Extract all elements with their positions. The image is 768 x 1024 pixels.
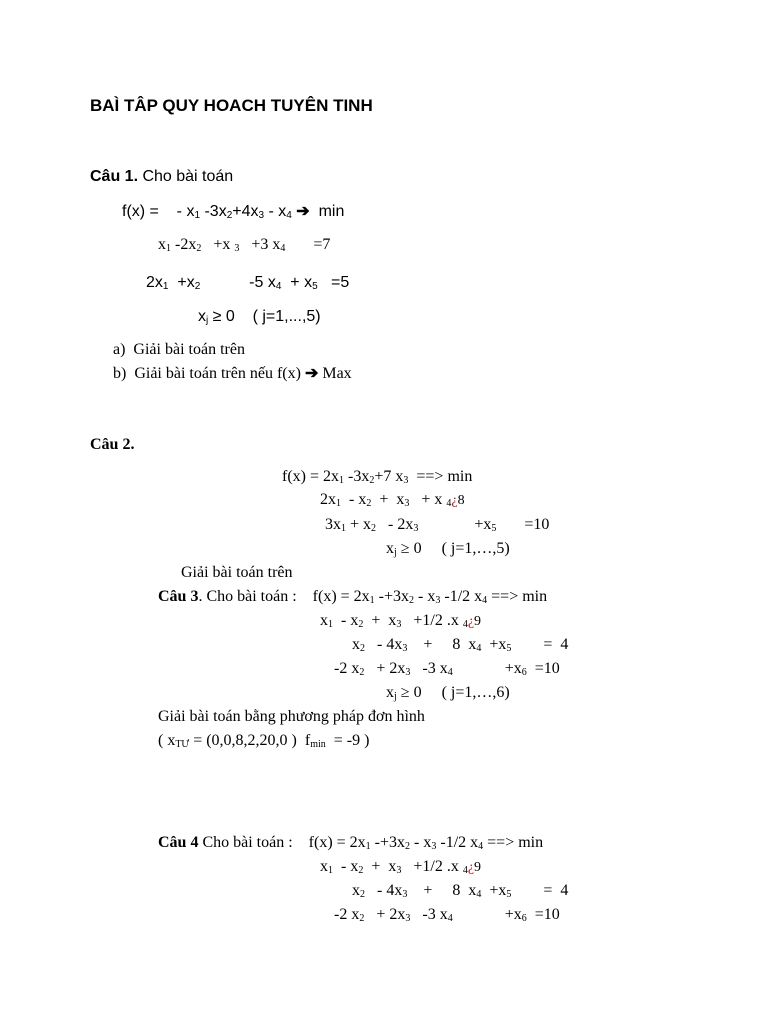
- term: x: [320, 858, 328, 875]
- term: ≥ 0 ( j=1,...,5): [208, 308, 321, 325]
- q1-f-term: min: [309, 203, 345, 220]
- term: Cho bài toán : f(x) = 2x: [198, 834, 366, 851]
- subscript: 2: [358, 865, 364, 876]
- term: - 2x: [376, 516, 414, 533]
- term: - 4x: [365, 882, 403, 899]
- term: . Cho bài toán : f(x) = 2x: [198, 588, 370, 605]
- subscript: 3: [403, 475, 409, 486]
- term: -2x: [171, 236, 197, 253]
- term: 2x: [146, 274, 163, 291]
- subscript: 5: [491, 523, 497, 534]
- subscript: 3: [431, 841, 437, 852]
- term: = -9 ): [325, 732, 370, 749]
- subscript: 3: [413, 523, 419, 534]
- term: +x: [201, 236, 235, 253]
- term: ==> min: [487, 588, 548, 605]
- term: + 2x: [364, 906, 406, 923]
- subscript: 1: [328, 865, 333, 876]
- q2-constraint-1: [320, 490, 465, 510]
- subscript: 2: [405, 841, 411, 852]
- term: ==> min: [408, 468, 473, 485]
- term: =10: [496, 516, 550, 533]
- subscript: 4: [447, 667, 453, 678]
- term: ≥ 0 ( j=1,…,5): [396, 540, 510, 557]
- q1-f-term: -3x: [200, 203, 227, 220]
- term: -5 x: [200, 274, 276, 291]
- q3-answer: [158, 731, 369, 750]
- subscript: 4: [462, 865, 468, 876]
- subscript: 1: [336, 498, 341, 509]
- subscript: 1: [328, 619, 333, 630]
- term: =10: [526, 660, 560, 677]
- term: x: [386, 684, 394, 701]
- subscript: 3: [396, 619, 402, 630]
- term: = (0,0,8,2,20,0 ) f: [189, 732, 311, 749]
- term: -2 x: [334, 660, 360, 677]
- q4-constraint-3: [334, 905, 560, 924]
- term: + 2x: [364, 660, 406, 677]
- subscript: 2: [366, 498, 372, 509]
- question-4-label: Câu 4: [158, 834, 199, 851]
- term: + x: [281, 274, 313, 291]
- subscript: 5: [312, 281, 318, 292]
- subscript: 4: [476, 643, 482, 654]
- q1-f-term: +4x: [232, 203, 259, 220]
- term: f(x) = 2x: [282, 468, 340, 485]
- term: + x: [346, 516, 372, 533]
- subscript: 4: [275, 281, 282, 292]
- term: 9: [474, 614, 482, 629]
- subscript: 2: [360, 889, 365, 900]
- subscript: 3: [402, 643, 408, 654]
- term: x: [352, 882, 360, 899]
- subscript: 1: [365, 841, 371, 852]
- subscript: 4: [478, 841, 484, 852]
- term: +3 x: [239, 236, 281, 253]
- term: 3x: [325, 516, 341, 533]
- term: 8: [457, 493, 465, 508]
- subscript: 2: [358, 619, 364, 630]
- term: - x: [341, 491, 367, 508]
- term: + 8 x: [407, 882, 477, 899]
- subscript: 1: [166, 243, 171, 254]
- term: +1/2 .x: [401, 612, 463, 629]
- subscript: 5: [506, 643, 512, 654]
- term: =5: [317, 274, 350, 291]
- q2-nonnegativity: [386, 539, 510, 558]
- term: -+3x: [374, 588, 410, 605]
- page-title: BAÌ TÂP QUY HOACH TUYÊN TINH: [90, 96, 373, 115]
- subscript: 6: [521, 913, 527, 924]
- subscript: 3: [258, 210, 265, 221]
- term: - x: [414, 588, 436, 605]
- term: =10: [526, 906, 560, 923]
- q3-heading: [158, 587, 547, 606]
- term: = 4: [511, 636, 569, 653]
- q3-constraint-2: [352, 635, 568, 654]
- q1-f-term: - x: [264, 203, 287, 220]
- q4-constraint-1: [320, 857, 481, 877]
- term: -3 x: [410, 660, 448, 677]
- term: +x: [481, 636, 507, 653]
- subscript: 1: [194, 210, 201, 221]
- arrow-right-icon: ➔: [296, 203, 310, 220]
- subscript: 1: [369, 595, 375, 606]
- question-1-label: Câu 1.: [90, 168, 139, 185]
- term: 9: [474, 860, 482, 875]
- subscript: 3: [435, 595, 441, 606]
- term: + x: [409, 491, 447, 508]
- q1-constraint-1: [158, 235, 330, 254]
- term: ==> min: [483, 834, 544, 851]
- q1-f-term: - x: [176, 203, 195, 220]
- term: x: [352, 636, 360, 653]
- term: =7: [285, 236, 331, 253]
- subscript: 1: [341, 523, 346, 534]
- question-3-label: Câu 3: [158, 588, 199, 605]
- term: x: [158, 236, 166, 253]
- subscript: 6: [521, 667, 527, 678]
- q2-objective-function: [282, 467, 472, 486]
- q2-constraint-2: [325, 515, 549, 534]
- term: +x: [452, 660, 522, 677]
- subscript: 5: [506, 889, 512, 900]
- term: + x: [363, 858, 397, 875]
- term: +x: [481, 882, 507, 899]
- subscript: 2: [369, 475, 375, 486]
- arrow-right-icon: ➔: [304, 365, 319, 382]
- term: - x: [333, 858, 359, 875]
- unknown-glyph: ¿: [467, 614, 475, 629]
- subscript: j: [394, 691, 397, 702]
- subscript: 4: [476, 889, 482, 900]
- term: x: [386, 540, 394, 557]
- subscript: 2: [409, 595, 415, 606]
- term: -3 x: [410, 906, 448, 923]
- unknown-glyph: ¿: [451, 493, 458, 508]
- subscript: 2: [360, 643, 365, 654]
- term: b) Giải bài toán trên nếu f(x): [113, 365, 305, 382]
- term: - x: [410, 834, 432, 851]
- term: - 4x: [365, 636, 403, 653]
- subscript: 2: [359, 913, 365, 924]
- subscript: 2: [226, 210, 233, 221]
- term: -+3x: [370, 834, 406, 851]
- q2-solve-instruction: Giải bài toán trên: [181, 564, 293, 581]
- subscript: 2: [371, 523, 377, 534]
- term: -1/2 x: [440, 588, 483, 605]
- term: +x: [418, 516, 492, 533]
- term: -1/2 x: [436, 834, 479, 851]
- term: -3x: [344, 468, 370, 485]
- q1-part-b: [113, 364, 352, 383]
- term: x: [198, 308, 206, 325]
- subscript: 3: [404, 498, 410, 509]
- term: = 4: [511, 882, 569, 899]
- subscript: 4: [462, 619, 468, 630]
- subscript: j: [206, 315, 209, 326]
- term: +1/2 .x: [401, 858, 463, 875]
- term: + x: [371, 491, 405, 508]
- term: + 8 x: [407, 636, 477, 653]
- q4-heading: [158, 833, 543, 852]
- subscript: 4: [446, 498, 452, 509]
- term: ( x: [158, 732, 176, 749]
- q1-part-a: a) Giải bài toán trên: [113, 341, 245, 358]
- q3-nonnegativity: [386, 683, 510, 702]
- subscript: 3: [405, 667, 411, 678]
- q1-f-lhs: f(x) =: [122, 203, 159, 220]
- term: x: [320, 612, 328, 629]
- subscript: 3: [234, 243, 240, 254]
- subscript: 3: [405, 913, 411, 924]
- q4-constraint-2: [352, 881, 568, 900]
- term: +x: [168, 274, 195, 291]
- q1-nonnegativity: [198, 307, 321, 326]
- subscript: j: [394, 547, 397, 558]
- term: + x: [363, 612, 397, 629]
- question-2-label: Câu 2.: [90, 436, 135, 453]
- subscript: 2: [359, 667, 365, 678]
- subscript: 3: [396, 865, 402, 876]
- subscript: TƯ: [175, 739, 190, 750]
- term: ≥ 0 ( j=1,…,6): [396, 684, 510, 701]
- subscript: 2: [194, 281, 201, 292]
- q3-method-instruction: Giải bài toán bằng phương pháp đơn hình: [158, 708, 425, 725]
- question-1-text: Cho bài toán: [138, 168, 234, 185]
- subscript: min: [310, 739, 326, 750]
- subscript: 4: [280, 243, 286, 254]
- unknown-glyph: ¿: [467, 860, 475, 875]
- subscript: 3: [402, 889, 408, 900]
- subscript: 2: [196, 243, 202, 254]
- subscript: 1: [339, 475, 345, 486]
- subscript: 4: [286, 210, 292, 221]
- question-1-heading: [90, 167, 233, 186]
- term: Max: [318, 365, 352, 382]
- term: +7 x: [374, 468, 404, 485]
- term: -2 x: [334, 906, 360, 923]
- q1-constraint-2: [146, 273, 349, 292]
- q3-constraint-1: [320, 611, 481, 631]
- q3-constraint-3: [334, 659, 560, 678]
- term: 2x: [320, 491, 336, 508]
- term: - x: [333, 612, 359, 629]
- subscript: 4: [447, 913, 453, 924]
- q1-objective-function: [122, 202, 344, 221]
- subscript: 1: [162, 281, 169, 292]
- term: +x: [452, 906, 522, 923]
- subscript: 4: [482, 595, 488, 606]
